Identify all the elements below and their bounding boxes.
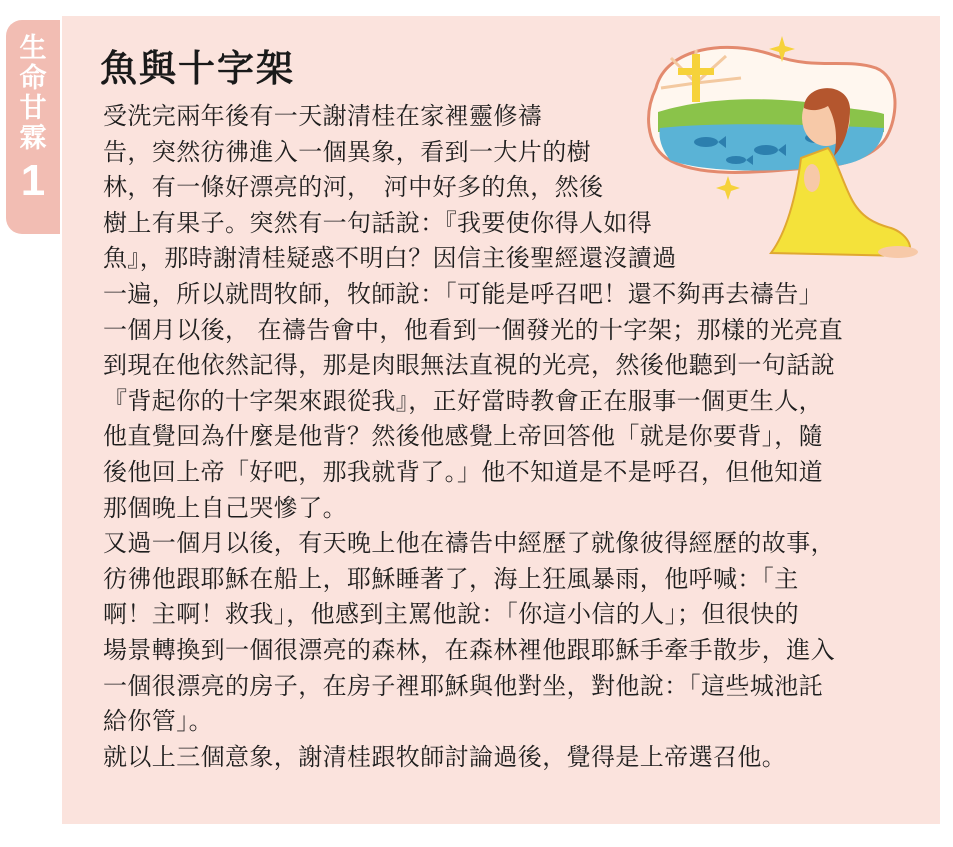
body-line: 到現在他依然記得，那是肉眼無法直視的光亮，然後他聽到一句話說 — [103, 351, 835, 380]
body-line: 彷彿他跟耶穌在船上，耶穌睡著了，海上狂風暴雨，他呼喊：「主 — [103, 564, 799, 593]
body-line: 就以上三個意象，謝清桂跟牧師討論過後，覺得是上帝選召他。 — [103, 742, 787, 771]
body-line: 林，有一條好漂亮的河， 河中好多的魚，然後 — [103, 173, 604, 202]
body-line: 魚』，那時謝清桂疑惑不明白？因信主後聖經還沒讀過 — [103, 244, 677, 273]
tab-number: 1 — [20, 156, 46, 205]
body-line: 啊！主啊！救我」，他感到主罵他說：「你這小信的人」；但很快的 — [103, 600, 799, 629]
body-line: 一個月以後， 在禱告會中，他看到一個發光的十字架；那樣的光亮直 — [103, 315, 844, 344]
tab-char: 生 — [19, 33, 47, 64]
body-line: 他直覺回為什麼是他背？然後他感覺上帝回答他「就是你要背」，隨 — [103, 422, 823, 451]
body-line: 告，突然彷彿進入一個異象，看到一大片的樹 — [103, 137, 591, 166]
tab-char: 命 — [19, 63, 47, 94]
body-line: 一遍，所以就問牧師，牧師說：「可能是呼召吧！還不夠再去禱告」 — [103, 279, 823, 308]
article-body — [103, 99, 913, 775]
body-line: 樹上有果子。突然有一句話說：『我要使你得人如得 — [103, 208, 653, 237]
body-line: 後他回上帝「好吧，那我就背了。」他不知道是不是呼召，但他知道 — [103, 457, 823, 486]
body-line: 給你管」。 — [103, 707, 213, 736]
body-line: 『背起你的十字架來跟從我』，正好當時教會正在服事一個更生人， — [103, 386, 823, 415]
article-title: 魚與十字架 — [100, 46, 295, 90]
section-tab — [6, 20, 60, 234]
body-line: 一個很漂亮的房子，在房子裡耶穌與他對坐，對他說：「這些城池託 — [103, 671, 823, 700]
body-line: 場景轉換到一個很漂亮的森林，在森林裡他跟耶穌手牽手散步，進入 — [103, 635, 835, 664]
tab-char: 霖 — [19, 123, 47, 154]
body-line: 受洗完兩年後有一天謝清桂在家裡靈修禱 — [103, 102, 543, 130]
body-line: 又過一個月以後，有天晚上他在禱告中經歷了就像彼得經歷的故事， — [103, 529, 835, 558]
tab-char: 甘 — [19, 93, 47, 124]
body-line: 那個晚上自己哭慘了。 — [103, 493, 347, 522]
